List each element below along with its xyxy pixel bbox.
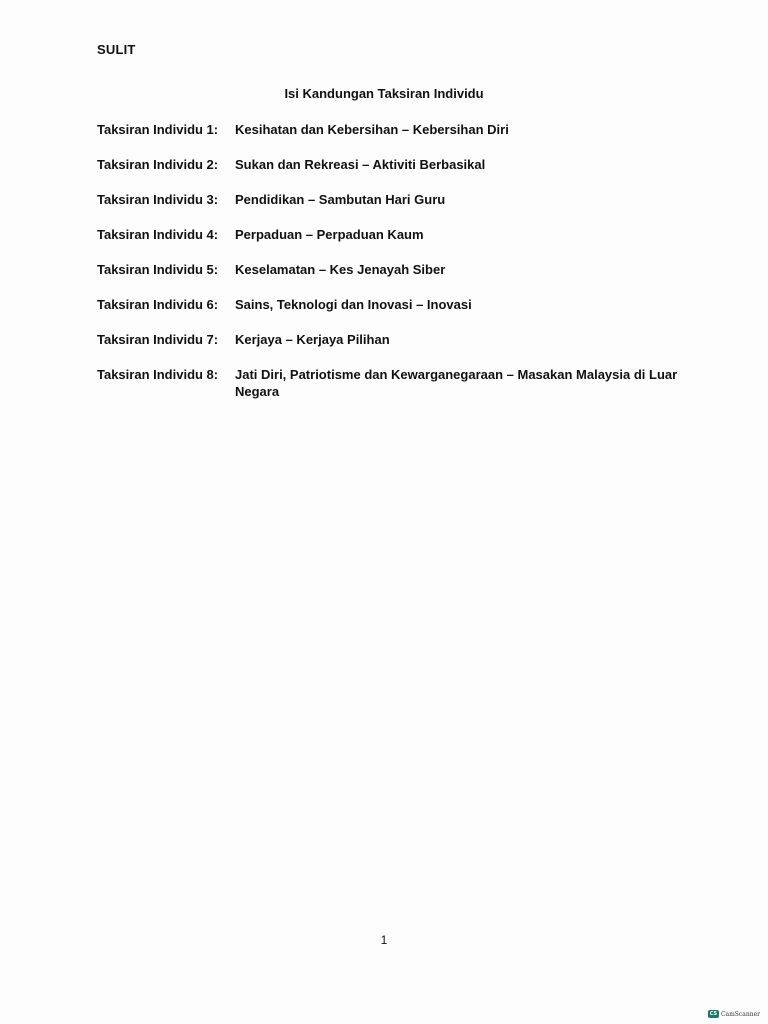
item-label: Taksiran Individu 7: bbox=[97, 332, 219, 347]
page-number: 1 bbox=[380, 933, 388, 947]
contents-list bbox=[97, 121, 697, 400]
list-item bbox=[97, 121, 697, 156]
classification-header: SULIT bbox=[97, 42, 136, 57]
list-item bbox=[97, 331, 697, 366]
camscanner-watermark bbox=[708, 1010, 760, 1018]
camscanner-text: CamScanner bbox=[720, 1010, 760, 1018]
item-label: Taksiran Individu 2: bbox=[97, 157, 219, 172]
item-label: Taksiran Individu 4: bbox=[97, 227, 219, 242]
item-label: Taksiran Individu 3: bbox=[97, 192, 219, 207]
camscanner-logo-icon: CS bbox=[709, 1011, 718, 1017]
item-text: Kesihatan dan Kebersihan – Kebersihan Diri bbox=[235, 122, 509, 137]
document-title-text: Isi Kandungan Taksiran Individu bbox=[284, 86, 484, 101]
list-item bbox=[97, 156, 697, 191]
item-text: Sukan dan Rekreasi – Aktiviti Berbasikal bbox=[235, 157, 486, 172]
list-item bbox=[97, 226, 697, 261]
list-item bbox=[97, 366, 697, 400]
item-text: Keselamatan – Kes Jenayah Siber bbox=[235, 262, 446, 277]
list-item bbox=[97, 296, 697, 331]
item-label: Taksiran Individu 1: bbox=[97, 122, 219, 137]
item-text: Kerjaya – Kerjaya Pilihan bbox=[235, 332, 390, 347]
item-text: Pendidikan – Sambutan Hari Guru bbox=[235, 192, 446, 207]
item-label: Taksiran Individu 8: bbox=[97, 367, 219, 382]
list-item bbox=[97, 191, 697, 226]
item-label: Taksiran Individu 5: bbox=[97, 262, 219, 277]
list-item bbox=[97, 261, 697, 296]
document-title bbox=[0, 86, 768, 101]
item-text: Perpaduan – Perpaduan Kaum bbox=[235, 227, 424, 242]
item-text: Sains, Teknologi dan Inovasi – Inovasi bbox=[235, 297, 472, 312]
item-text: Jati Diri, Patriotisme dan Kewarganegaraan – Masakan Malaysia di Luar Negara bbox=[235, 367, 678, 399]
item-label: Taksiran Individu 6: bbox=[97, 297, 219, 312]
